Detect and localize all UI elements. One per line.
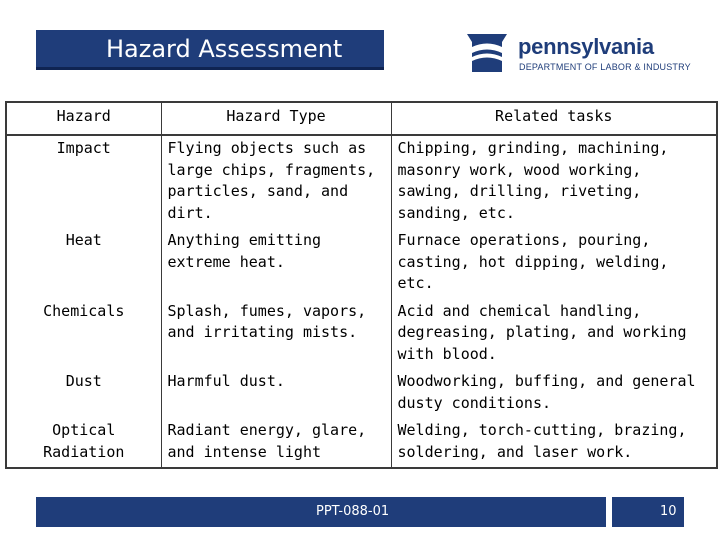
title-bar bbox=[36, 30, 384, 70]
pa-labor-logo bbox=[464, 26, 704, 82]
footer-divider bbox=[606, 497, 612, 527]
hazard-cell: Chemicals bbox=[6, 299, 161, 370]
keystone-logo-icon bbox=[464, 30, 510, 76]
hazard-type-cell: Harmful dust. bbox=[161, 369, 391, 418]
hazard-cell: Dust bbox=[6, 369, 161, 418]
table-row bbox=[6, 299, 717, 370]
header-hazard: Hazard bbox=[6, 102, 161, 135]
related-tasks-cell: Welding, torch-cutting, brazing, soldering, and laser work. bbox=[391, 418, 717, 468]
table-row bbox=[6, 369, 717, 418]
header-related-tasks: Related tasks bbox=[391, 102, 717, 135]
footer-bar bbox=[36, 497, 684, 527]
hazard-type-cell: Anything emitting extreme heat. bbox=[161, 228, 391, 299]
slide-title: Hazard Assessment bbox=[106, 35, 343, 63]
hazard-type-cell: Splash, fumes, vapors, and irritating mists. bbox=[161, 299, 391, 370]
table-header-row bbox=[6, 102, 717, 135]
table-row bbox=[6, 228, 717, 299]
hazard-cell: Optical Radiation bbox=[6, 418, 161, 468]
hazard-type-cell: Radiant energy, glare, and intense light bbox=[161, 418, 391, 468]
table-row bbox=[6, 135, 717, 228]
hazard-table bbox=[5, 101, 718, 469]
related-tasks-cell: Woodworking, buffing, and general dusty conditions. bbox=[391, 369, 717, 418]
hazard-type-cell: Flying objects such as large chips, fragments, particles, sand, and dirt. bbox=[161, 135, 391, 228]
related-tasks-cell: Acid and chemical handling, degreasing, plating, and working with blood. bbox=[391, 299, 717, 370]
related-tasks-cell: Chipping, grinding, machining, masonry work, wood working, sawing, drilling, riveting, sanding, etc. bbox=[391, 135, 717, 228]
page-number: 10 bbox=[660, 504, 677, 519]
logo-wordmark: pennsylvania bbox=[518, 34, 654, 59]
hazard-cell: Impact bbox=[6, 135, 161, 228]
related-tasks-cell: Furnace operations, pouring, casting, hot dipping, welding, etc. bbox=[391, 228, 717, 299]
header-hazard-type: Hazard Type bbox=[161, 102, 391, 135]
logo-subtitle: DEPARTMENT OF LABOR & INDUSTRY bbox=[519, 62, 691, 72]
footer-code: PPT-088-01 bbox=[316, 504, 390, 519]
hazard-cell: Heat bbox=[6, 228, 161, 299]
table-row bbox=[6, 418, 717, 468]
